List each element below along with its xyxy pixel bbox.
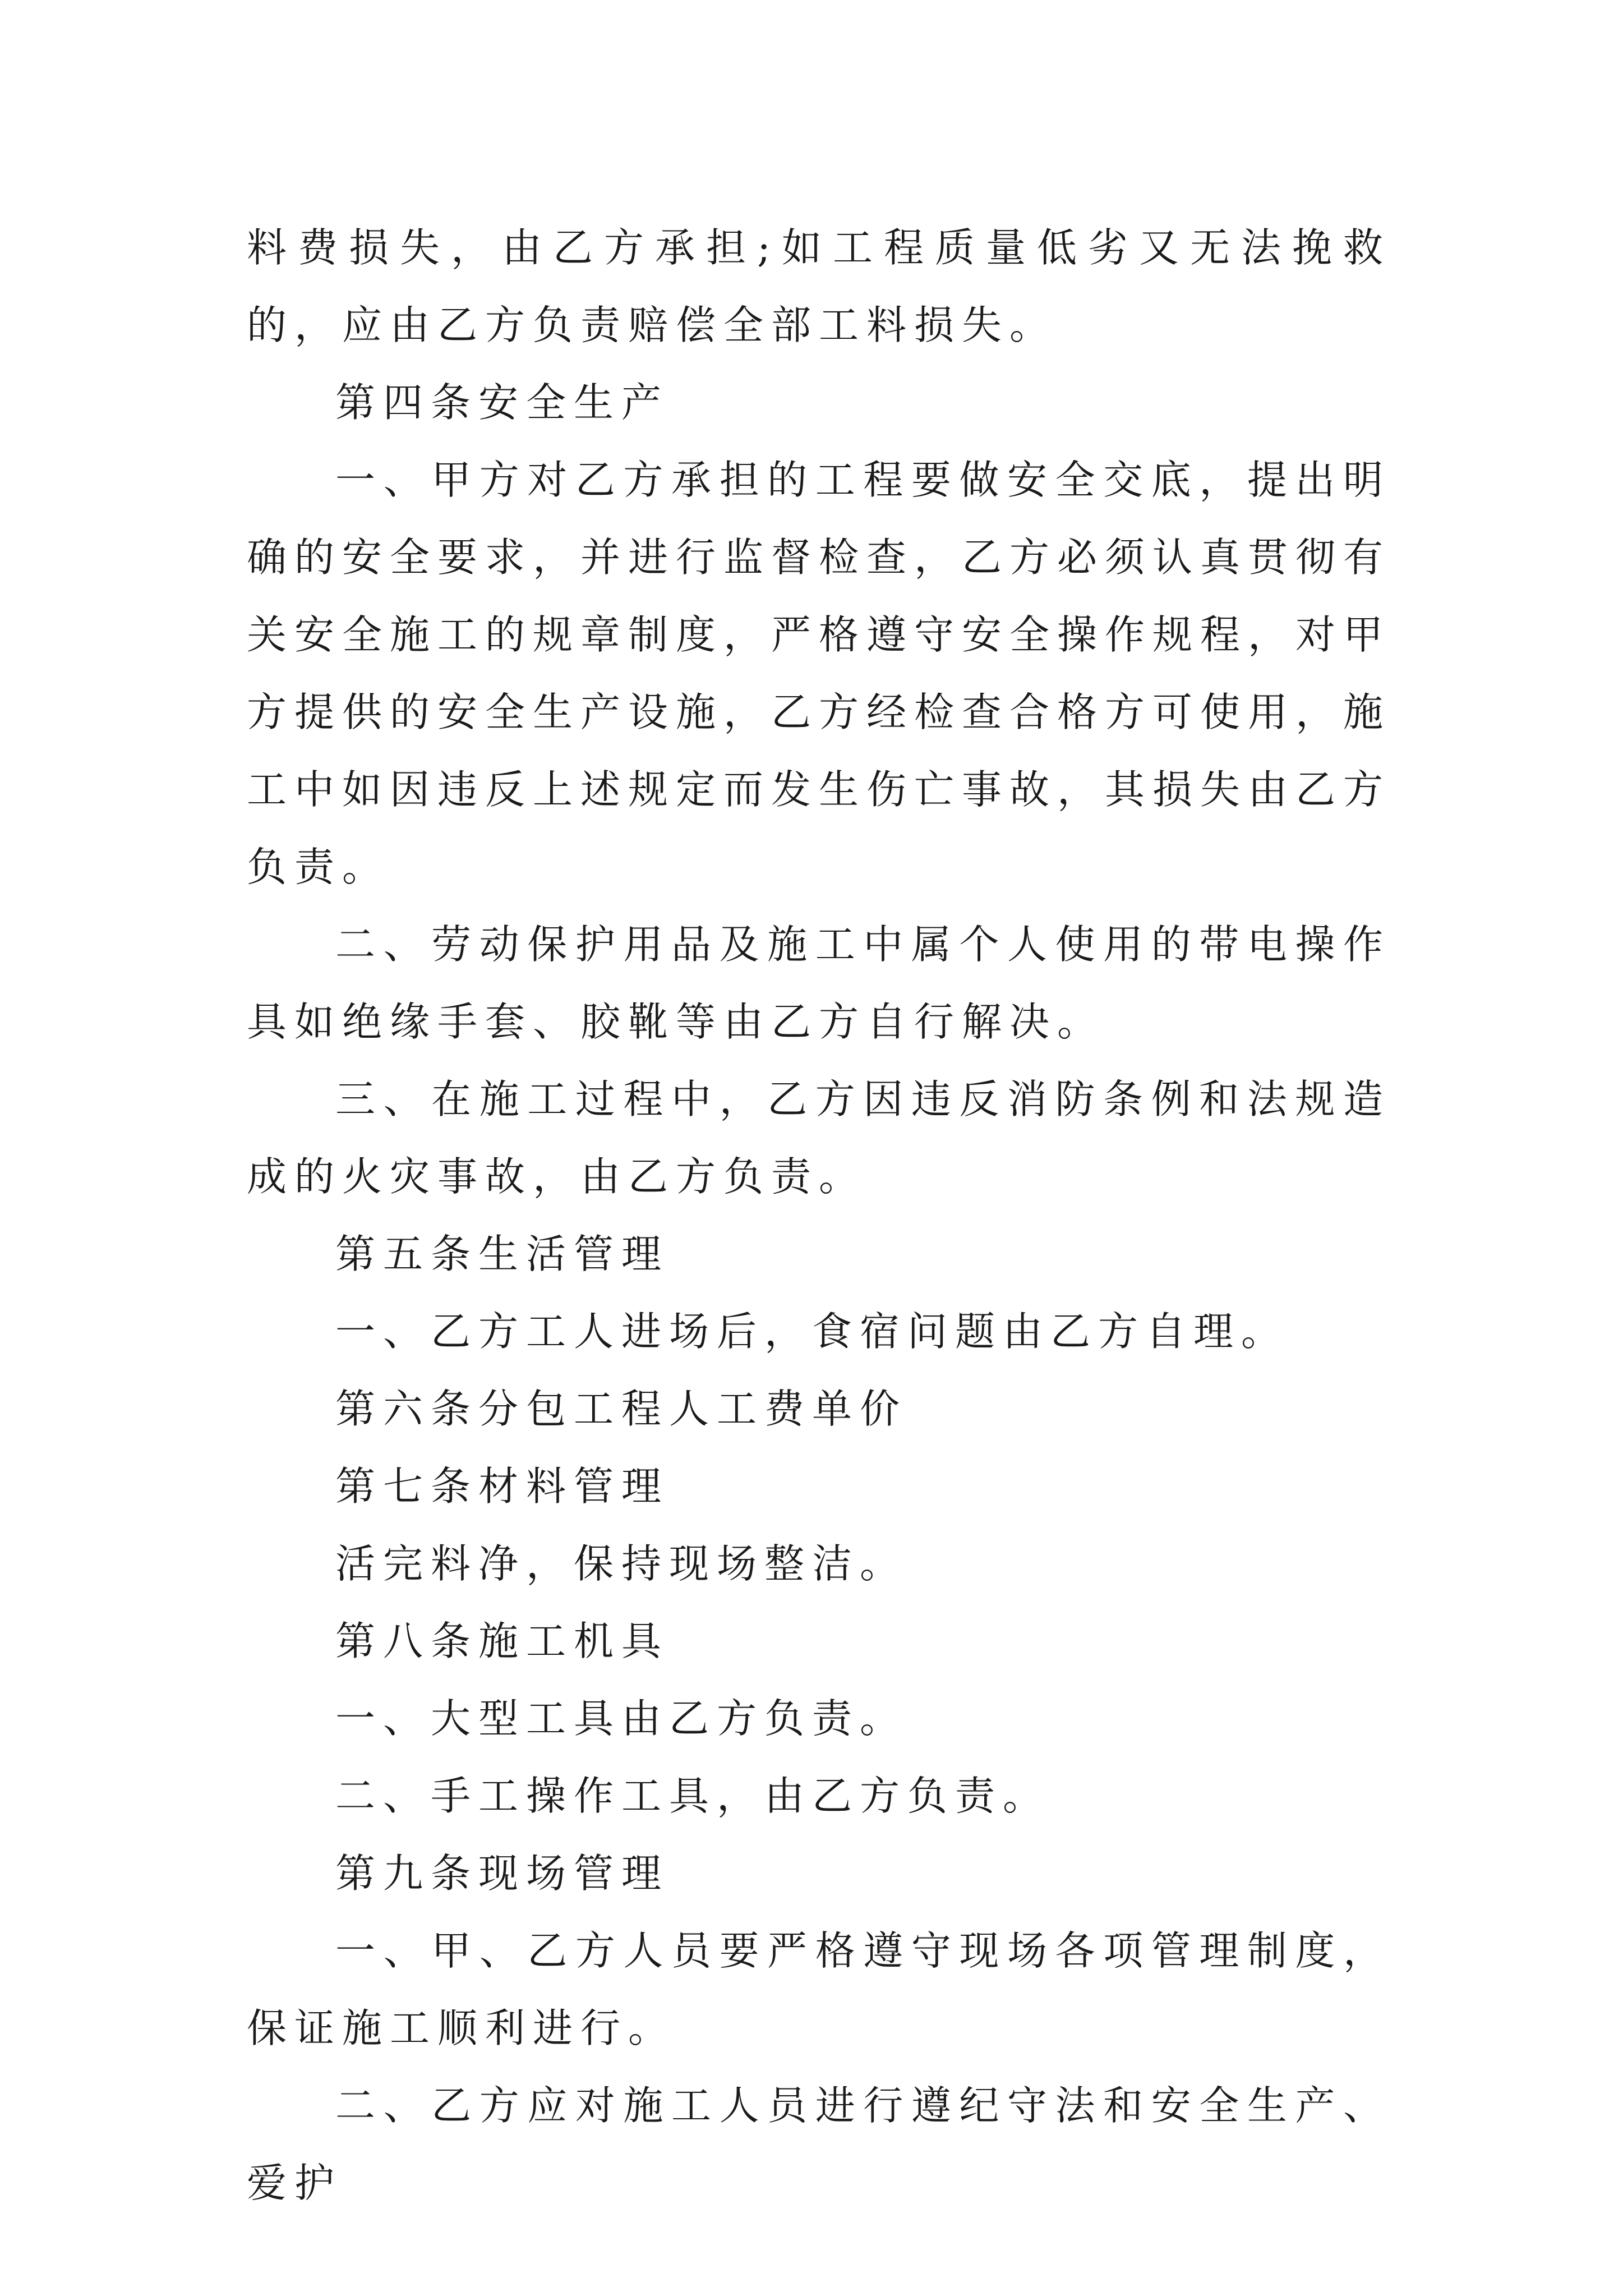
heading-article-4-safety: 第四条安全生产 bbox=[335, 379, 670, 426]
paragraph-site-2: 二、乙方应对施工人员进行遵纪守法和安全生产、爱护 bbox=[247, 2082, 1391, 2206]
heading-article-9-site: 第九条现场管理 bbox=[335, 1850, 670, 1897]
paragraph-safety-1: 一、甲方对乙方承担的工程要做安全交底，提出明确的安全要求，并进行监督检查，乙方必须认真贯彻有关安全施工的规章制度，严格遵守安全操作规程，对甲方提供的安全生产设施，乙方经检查合格方可使用，施工中如因违反上述规定而发生伤亡事故，其损失由乙方负责。 bbox=[247, 457, 1391, 890]
heading-article-6-labor-price: 第六条分包工程人工费单价 bbox=[335, 1386, 908, 1432]
paragraph-site-1: 一、甲、乙方人员要严格遵守现场各项管理制度，保证施工顺利进行。 bbox=[247, 1927, 1391, 2051]
paragraph-safety-3: 三、在施工过程中，乙方因违反消防条例和法规造成的火灾事故，由乙方负责。 bbox=[247, 1076, 1391, 1200]
paragraph-materials-1: 活完料净，保持现场整洁。 bbox=[335, 1540, 908, 1587]
heading-article-5-living: 第五条生活管理 bbox=[335, 1231, 670, 1277]
paragraph-material-loss: 料费损失，由乙方承担;如工程质量低劣又无法挽救的，应由乙方负责赔偿全部工料损失。 bbox=[247, 224, 1391, 348]
heading-article-8-machinery: 第八条施工机具 bbox=[335, 1618, 670, 1664]
paragraph-living-1: 一、乙方工人进场后，食宿问题由乙方自理。 bbox=[335, 1308, 1289, 1355]
paragraph-safety-2: 二、劳动保护用品及施工中属个人使用的带电操作具如绝缘手套、胶靴等由乙方自行解决。 bbox=[247, 921, 1391, 1045]
document-body bbox=[247, 209, 1391, 2222]
paragraph-machinery-1: 一、大型工具由乙方负责。 bbox=[335, 1695, 908, 1742]
paragraph-machinery-2: 二、手工操作工具，由乙方负责。 bbox=[335, 1773, 1051, 1819]
heading-article-7-materials: 第七条材料管理 bbox=[335, 1463, 670, 1510]
